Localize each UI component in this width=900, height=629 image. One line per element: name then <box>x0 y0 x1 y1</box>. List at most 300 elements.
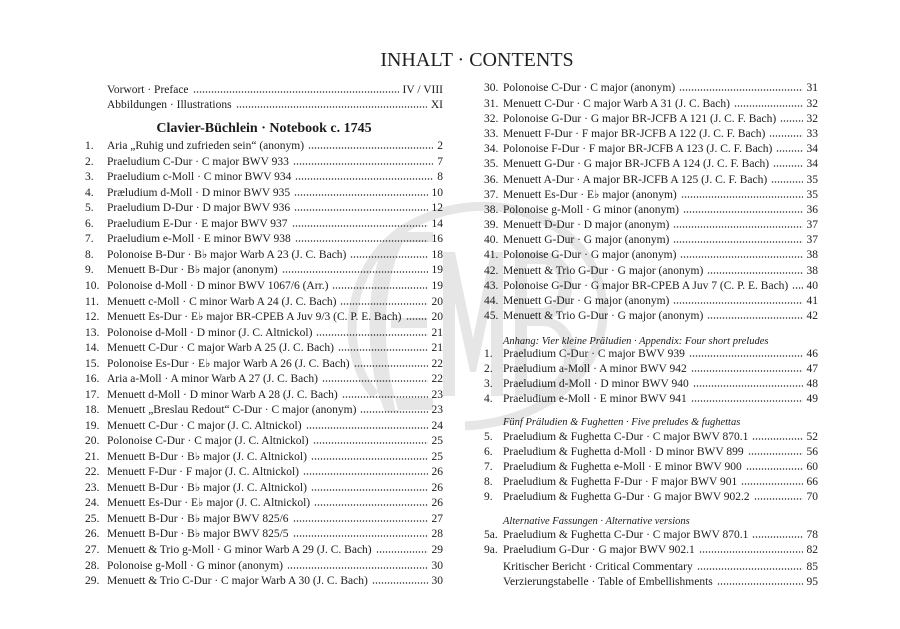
entry-title: Aria „Ruhig und zufrieden sein“ (anonym) <box>107 140 305 153</box>
page-number: 19 <box>431 264 443 277</box>
page-number: 21 <box>431 326 443 339</box>
toc-entry <box>484 264 818 279</box>
dot-leader <box>295 178 433 180</box>
entry-title: Verzierungstabelle · Table of Embellishments <box>503 575 713 588</box>
entry-number: 5a. <box>484 528 498 541</box>
toc-entry <box>484 279 818 294</box>
toc-entry <box>85 326 443 342</box>
entry-title: Menuett Es-Dur · E♭ major BR-CPEB A Juv 9/3 (C. P. E. Bach) <box>107 311 402 324</box>
entry-title: Menuett G-Dur · G major (anonym) <box>503 295 670 308</box>
toc-entry <box>85 450 443 466</box>
toc-entry <box>484 362 818 377</box>
dot-leader <box>746 468 803 470</box>
entry-title: Praeludium & Fughetta d-Moll · D minor BWV 899 <box>503 445 744 458</box>
page-number: 95 <box>806 575 818 588</box>
toc-entry <box>484 188 818 203</box>
entry-list <box>85 139 443 589</box>
entry-title: Menuett B-Dur · B♭ major BWV 825/5 <box>107 528 289 541</box>
toc-entry <box>85 232 443 248</box>
toc-entry <box>85 263 443 279</box>
entry-title: Praeludium e-Moll · E minor BWV 941 <box>503 392 687 405</box>
toc-entry <box>85 170 443 186</box>
toc-entry <box>484 203 818 218</box>
page-number: 12 <box>431 202 443 215</box>
entry-title: Menuett C-Dur · C major (J. C. Altnickol) <box>107 419 302 432</box>
page-number: 23 <box>431 388 443 401</box>
appendix-list <box>484 347 818 407</box>
dot-leader <box>406 318 428 320</box>
entry-title: Polonoise G-Dur · G major BR-CPEB A Juv 7 (C. P. E. Bach) <box>503 279 789 292</box>
entry-number: 26. <box>85 528 100 541</box>
page-number: 35 <box>806 173 818 186</box>
toc-entry <box>484 490 818 505</box>
toc-entry <box>484 218 818 233</box>
dot-leader <box>306 427 428 429</box>
entry-title: Abbildungen · Illustrations <box>107 98 232 111</box>
toc-entry <box>85 139 443 155</box>
entry-number: 5. <box>85 202 94 215</box>
dot-leader <box>293 520 428 522</box>
toc-entry <box>85 543 443 559</box>
entry-number: 11. <box>85 295 99 308</box>
toc-entry <box>85 186 443 202</box>
toc-entry <box>85 201 443 217</box>
entry-number: 6. <box>484 445 493 458</box>
dot-leader <box>322 380 428 382</box>
entry-title: Praeludium G-Dur · G major BWV 902.1 <box>503 543 695 556</box>
back-matter-entry <box>484 575 818 590</box>
page-number: 23 <box>431 404 443 417</box>
dot-leader <box>679 89 802 91</box>
alternatives-list <box>484 528 818 558</box>
entry-title: Praeludium e-Moll · E minor BWV 938 <box>107 233 291 246</box>
page-number: 48 <box>806 377 818 390</box>
page-number: 14 <box>431 217 443 230</box>
dot-leader <box>293 163 433 165</box>
dot-leader <box>193 91 399 93</box>
back-matter-entry <box>484 560 818 575</box>
entry-title: Praeludium c-Moll · C minor BWV 934 <box>107 171 292 184</box>
entry-title: Aria a-Moll · A minor Warb A 27 (J. C. Bach) <box>107 373 318 386</box>
entry-title: Menuett d-Moll · D minor Warb A 28 (J. C. Bach) <box>107 388 338 401</box>
dot-leader <box>773 165 802 167</box>
entry-number: 20. <box>85 435 100 448</box>
entry-number: 3. <box>484 377 493 390</box>
page-number: 52 <box>806 430 818 443</box>
dot-leader <box>699 551 803 553</box>
dot-leader <box>741 483 802 485</box>
page-number: 26 <box>431 466 443 479</box>
toc-entry <box>85 559 443 575</box>
toc-entry <box>85 574 443 590</box>
entry-title: Menuett Es-Dur · E♭ major (anonym) <box>503 188 677 201</box>
page-number: 40 <box>806 279 818 292</box>
entry-number: 5. <box>484 430 493 443</box>
page-number: 25 <box>431 435 443 448</box>
toc-entry <box>484 460 818 475</box>
entry-number: 42. <box>484 264 499 277</box>
entry-title: Polonoise d-Moll · D minor BWV 1067/6 (Arr.) <box>107 279 329 292</box>
entry-title: Polonoise d-Moll · D minor (J. C. Altnickol) <box>107 326 313 339</box>
toc-entry <box>484 377 818 392</box>
page-number: 34 <box>806 158 818 171</box>
entry-number: 9. <box>85 264 94 277</box>
page-number: 18 <box>431 248 443 261</box>
toc-entry <box>484 347 818 362</box>
entry-number: 44. <box>484 295 499 308</box>
page-number: 78 <box>806 528 818 541</box>
entry-number: 28. <box>85 559 100 572</box>
entry-title: Praeludium & Fughetta F-Dur · F major BWV 901 <box>503 475 738 488</box>
page-number: 35 <box>806 188 818 201</box>
dot-leader <box>311 489 428 491</box>
entry-title: Polonoise C-Dur · C major (anonym) <box>503 82 676 95</box>
dot-leader <box>693 385 803 387</box>
entry-number: 29. <box>85 575 100 588</box>
front-matter-entry <box>85 98 443 113</box>
dot-leader <box>332 287 427 289</box>
toc-entry <box>484 294 818 309</box>
toc-entry <box>85 310 443 326</box>
page-number: 34 <box>806 143 818 156</box>
toc-column-right <box>484 0 818 629</box>
dot-leader <box>673 302 802 304</box>
section-heading: Clavier-Büchlein · Notebook c. 1745 <box>156 121 372 136</box>
toc-entry <box>85 527 443 543</box>
page-number: 31 <box>806 82 818 95</box>
entry-title: Praeludium & Fughetta e-Moll · E minor BWV 900 <box>503 460 742 473</box>
entry-title: Menuett & Trio G-Dur · G major (anonym) <box>503 310 704 323</box>
dot-leader <box>294 194 427 196</box>
entry-number: 38. <box>484 203 499 216</box>
entry-number: 4. <box>484 392 493 405</box>
dot-leader <box>376 551 428 553</box>
toc-entry <box>85 388 443 404</box>
page-number: 26 <box>431 497 443 510</box>
entry-number: 2. <box>85 155 94 168</box>
dot-leader <box>680 256 802 258</box>
back-matter <box>484 560 818 590</box>
entry-number: 22. <box>85 466 100 479</box>
page-number: 33 <box>806 127 818 140</box>
page-number: 32 <box>806 112 818 125</box>
dot-leader <box>372 582 428 584</box>
dot-leader <box>314 504 427 506</box>
toc-entry <box>85 295 443 311</box>
page-number: 22 <box>431 373 443 386</box>
entry-number: 37. <box>484 188 499 201</box>
entry-number: 35. <box>484 158 499 171</box>
toc-entry <box>85 155 443 171</box>
dot-leader <box>313 442 428 444</box>
toc-entry <box>85 481 443 497</box>
toc-entry <box>484 97 818 112</box>
entry-title: Polonoise G-Dur · G major (anonym) <box>503 249 677 262</box>
dot-leader <box>350 256 427 258</box>
page-number: 37 <box>806 234 818 247</box>
dot-leader <box>707 272 802 274</box>
subsection-heading: Anhang: Vier kleine Präludien · Appendix: Four short preludes <box>503 335 769 347</box>
dot-leader <box>303 473 428 475</box>
page-number: 20 <box>431 295 443 308</box>
dot-leader <box>776 150 802 152</box>
page-number: 30 <box>431 559 443 572</box>
entry-number: 1. <box>85 140 94 153</box>
entry-title: Praeludium C-Dur · C major BWV 939 <box>503 347 685 360</box>
entry-number: 39. <box>484 219 499 232</box>
toc-entry <box>85 279 443 295</box>
toc-entry <box>484 528 818 543</box>
entry-title: Menuett F-Dur · F major (J. C. Altnickol) <box>107 466 299 479</box>
dot-leader <box>734 105 803 107</box>
entry-title: Menuett B-Dur · B♭ major (anonym) <box>107 264 278 277</box>
entry-title: Kritischer Bericht · Critical Commentary <box>503 560 693 573</box>
toc-entry <box>484 309 818 324</box>
dot-leader <box>683 211 803 213</box>
entry-number: 7. <box>484 460 493 473</box>
entry-title: Menuett C-Dur · C major Warb A 25 (J. C. Bach) <box>107 342 334 355</box>
page-number: 66 <box>806 475 818 488</box>
entry-title: Menuett „Breslau Redout“ C-Dur · C major (anonym) <box>107 404 357 417</box>
page-number: 38 <box>806 249 818 262</box>
entry-number: 2. <box>484 362 493 375</box>
page-number: IV / VIII <box>402 84 443 96</box>
page-number: 32 <box>806 97 818 110</box>
dot-leader <box>673 226 802 228</box>
dot-leader <box>360 411 427 413</box>
entry-number: 19. <box>85 419 100 432</box>
entry-number: 27. <box>85 544 100 556</box>
entry-title: Praeludium D-Dur · D major BWV 936 <box>107 202 291 215</box>
page-number: 49 <box>806 392 818 405</box>
dot-leader <box>792 287 802 289</box>
page-number: 19 <box>431 279 443 292</box>
entry-title: Polonoise B-Dur · B♭ major Warb A 23 (J. C. Bach) <box>107 248 347 261</box>
entry-title: Menuett & Trio C-Dur · C major Warb A 30 (J. C. Bach) <box>107 575 368 588</box>
entry-number: 33. <box>484 127 499 140</box>
entry-number: 4. <box>85 186 94 199</box>
dot-leader <box>707 317 802 319</box>
entry-title: Menuett & Trio g-Moll · G minor Warb A 29 (J. C. Bach) <box>107 544 372 556</box>
page-number: 47 <box>806 362 818 375</box>
toc-entry <box>85 403 443 419</box>
dot-leader <box>769 135 802 137</box>
entry-number: 30. <box>484 82 499 95</box>
page-number: 60 <box>806 460 818 473</box>
entry-number: 21. <box>85 450 100 463</box>
entry-number: 13. <box>85 326 100 339</box>
page-number: 36 <box>806 203 818 216</box>
entry-number: 7. <box>85 233 94 246</box>
page-number: 27 <box>431 512 443 525</box>
entry-title: Praeludium C-Dur · C major BWV 933 <box>107 155 289 168</box>
toc-entry <box>85 419 443 435</box>
toc-entry <box>484 127 818 142</box>
dot-leader <box>752 536 802 538</box>
toc-entry <box>85 217 443 233</box>
dot-leader <box>752 438 802 440</box>
entry-number: 36. <box>484 173 499 186</box>
entry-number: 40. <box>484 234 499 247</box>
preludes-list <box>484 430 818 505</box>
toc-entry <box>484 430 818 445</box>
toc-entry <box>484 392 818 407</box>
entry-number: 25. <box>85 512 100 525</box>
entry-title: Praeludium d-Moll · D minor BWV 940 <box>503 377 689 390</box>
entry-number: 18. <box>85 404 100 417</box>
dot-leader <box>673 241 802 243</box>
entry-title: Menuett G-Dur · G major BR-JCFB A 124 (J. C. F. Bach) <box>503 158 770 171</box>
entry-title: Menuett B-Dur · B♭ major (J. C. Altnickol) <box>107 450 307 463</box>
subsection-heading: Alternative Fassungen · Alternative versions <box>503 515 690 527</box>
entry-number: 14. <box>85 342 100 355</box>
page-number: 38 <box>806 264 818 277</box>
dot-leader <box>292 225 428 227</box>
page-number: 7 <box>437 155 443 168</box>
entry-title: Vorwort · Preface <box>107 84 189 96</box>
toc-entry <box>85 248 443 264</box>
page-number: 24 <box>431 419 443 432</box>
front-matter-entry <box>85 83 443 98</box>
dot-leader <box>689 355 803 357</box>
page-number: 2 <box>437 140 443 153</box>
entry-number: 9. <box>484 490 493 503</box>
toc-entry <box>484 81 818 96</box>
dot-leader <box>340 303 427 305</box>
entry-title: Polonoise C-Dur · C major (J. C. Altnickol) <box>107 435 309 448</box>
page-title: INHALT · CONTENTS <box>380 49 574 71</box>
entry-title: Polonoise g-Moll · G minor (anonym) <box>503 203 679 216</box>
page-number: XI <box>430 98 443 111</box>
dot-leader <box>295 240 428 242</box>
toc-entry <box>484 445 818 460</box>
page-number: 30 <box>431 575 443 588</box>
page-number: 22 <box>431 357 443 370</box>
entry-title: Polonoise F-Dur · F major BR-JCFB A 123 (J. C. F. Bach) <box>503 143 773 156</box>
entry-number: 24. <box>85 497 100 510</box>
dot-leader <box>287 567 428 569</box>
dot-leader <box>697 568 803 570</box>
entry-title: Polonoise Es-Dur · E♭ major Warb A 26 (J. C. Bach) <box>107 357 350 370</box>
entry-number: 32. <box>484 112 499 125</box>
dot-leader <box>754 498 803 500</box>
entry-number: 10. <box>85 279 100 292</box>
page-number: 29 <box>431 544 443 556</box>
toc-entry <box>484 543 818 558</box>
entry-title: Praeludium a-Moll · A minor BWV 942 <box>503 362 687 375</box>
page-number: 25 <box>431 450 443 463</box>
dot-leader <box>282 271 428 273</box>
entry-title: Præludium d-Moll · D minor BWV 935 <box>107 186 291 199</box>
dot-leader <box>780 120 802 122</box>
dot-leader <box>293 535 428 537</box>
dot-leader <box>691 400 803 402</box>
entry-number: 23. <box>85 481 100 494</box>
entry-number: 45. <box>484 310 499 323</box>
entry-title: Polonoise G-Dur · G major BR-JCFB A 121 (J. C. F. Bach) <box>503 112 777 125</box>
entry-number: 16. <box>85 373 100 386</box>
entry-title: Menuett B-Dur · B♭ major BWV 825/6 <box>107 512 289 525</box>
page-number: 37 <box>806 219 818 232</box>
dot-leader <box>691 370 803 372</box>
dot-leader <box>354 365 428 367</box>
entry-title: Menuett & Trio G-Dur · G major (anonym) <box>503 264 704 277</box>
toc-entry <box>85 357 443 373</box>
page-number: 21 <box>431 342 443 355</box>
entry-title: Polonoise g-Moll · G minor (anonym) <box>107 559 283 572</box>
entry-title: Menuett Es-Dur · E♭ major (J. C. Altnickol) <box>107 497 311 510</box>
page-number: 8 <box>437 171 443 184</box>
toc-entry <box>85 496 443 512</box>
page-number: 16 <box>431 233 443 246</box>
toc-entry <box>484 142 818 157</box>
page-number: 41 <box>806 295 818 308</box>
dot-leader <box>342 396 428 398</box>
dot-leader <box>771 181 802 183</box>
toc-entry <box>484 157 818 172</box>
dot-leader <box>316 334 427 336</box>
toc-entry <box>85 465 443 481</box>
entry-number: 17. <box>85 388 100 401</box>
page-number: 42 <box>806 310 818 323</box>
dot-leader <box>681 196 803 198</box>
toc-entry <box>484 475 818 490</box>
page-number: 56 <box>806 445 818 458</box>
entry-number: 1. <box>484 347 493 360</box>
page-number: 28 <box>431 528 443 541</box>
entry-title: Menuett A-Dur · A major BR-JCFB A 125 (J. C. F. Bach) <box>503 173 768 186</box>
page-number: 46 <box>806 347 818 360</box>
entry-title: Menuett D-Dur · D major (anonym) <box>503 219 670 232</box>
entry-number: 8. <box>85 248 94 261</box>
toc-column-left <box>85 0 443 629</box>
entry-title: Menuett G-Dur · G major (anonym) <box>503 234 670 247</box>
subsection-heading: Fünf Präludien & Fughetten · Five preludes & fughettas <box>503 416 741 428</box>
dot-leader <box>311 458 428 460</box>
front-matter <box>85 83 443 112</box>
dot-leader <box>294 209 427 211</box>
page-number: 70 <box>806 490 818 503</box>
dot-leader <box>717 583 803 585</box>
toc-entry <box>484 112 818 127</box>
toc-entry <box>484 248 818 263</box>
entry-title: Praeludium & Fughetta C-Dur · C major BWV 870.1 <box>503 528 749 541</box>
entry-list <box>484 81 818 324</box>
toc-entry <box>85 372 443 388</box>
page-number: 85 <box>806 560 818 573</box>
entry-title: Menuett C-Dur · C major Warb A 31 (J. C. Bach) <box>503 97 730 110</box>
toc-entry <box>484 233 818 248</box>
entry-title: Menuett c-Moll · C minor Warb A 24 (J. C. Bach) <box>107 295 337 308</box>
entry-title: Praeludium & Fughetta C-Dur · C major BWV 870.1 <box>503 430 749 443</box>
entry-number: 3. <box>85 171 94 184</box>
dot-leader <box>308 147 433 149</box>
entry-number: 6. <box>85 217 94 230</box>
dot-leader <box>338 349 428 351</box>
entry-number: 43. <box>484 279 499 292</box>
entry-number: 31. <box>484 97 499 110</box>
entry-number: 34. <box>484 143 499 156</box>
entry-number: 12. <box>85 311 100 324</box>
toc-entry <box>85 341 443 357</box>
toc-entry <box>484 173 818 188</box>
entry-number: 15. <box>85 357 100 370</box>
entry-title: Praeludium E-Dur · E major BWV 937 <box>107 217 288 230</box>
entry-number: 41. <box>484 249 499 262</box>
page-number: 10 <box>431 186 443 199</box>
entry-title: Menuett F-Dur · F major BR-JCFB A 122 (J. C. F. Bach) <box>503 127 766 140</box>
page-number: 20 <box>431 311 443 324</box>
